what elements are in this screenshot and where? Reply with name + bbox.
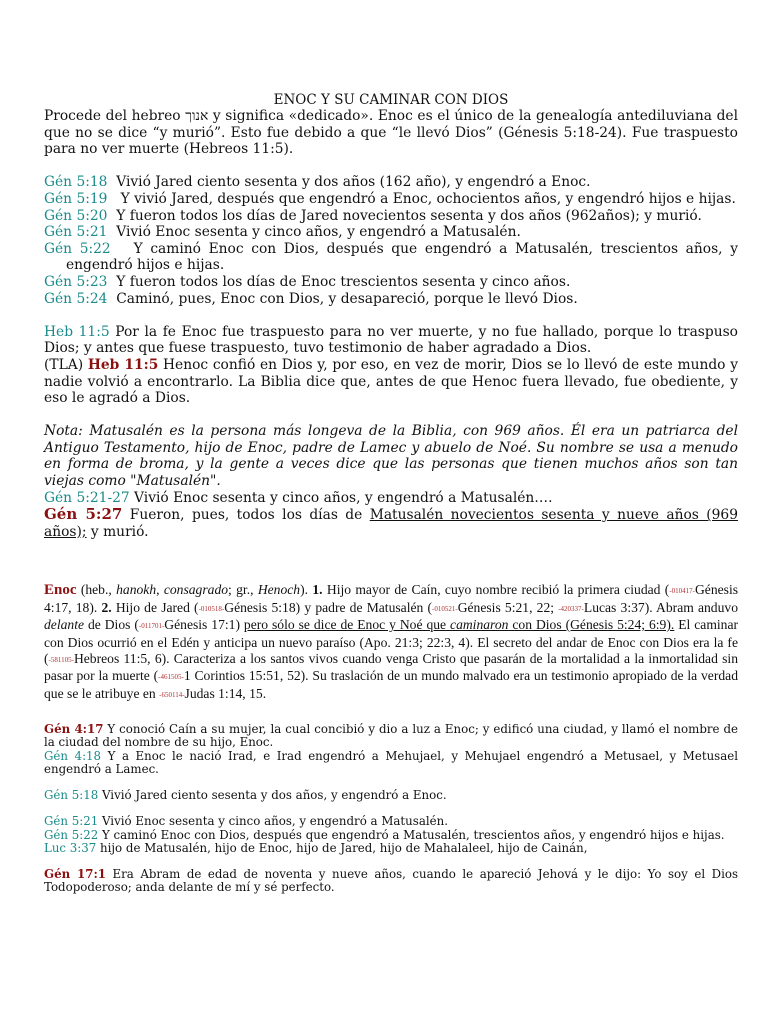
verse-ref-link[interactable]: Gén 5:18	[44, 174, 108, 191]
verse-text: y murió.	[86, 523, 149, 540]
verse-ref-link[interactable]: Gén 5:22	[44, 827, 99, 842]
lex-text: ,	[156, 582, 164, 598]
verse-row	[44, 208, 738, 225]
lex-italic: hanokh	[116, 582, 157, 598]
verse-ref-link[interactable]: Gén 4:17	[44, 722, 104, 737]
lex-italic: consagrado	[163, 582, 229, 598]
ref-marker[interactable]: -650114-	[159, 690, 185, 699]
lex-text: con Dios (Génesis 5:24; 6:9).	[508, 617, 675, 633]
verse-ref-link[interactable]: Gén 5:18	[44, 788, 99, 803]
verse-ref-link[interactable]: Luc 3:37	[44, 840, 97, 855]
ref-marker[interactable]: -011701-	[138, 622, 165, 631]
verse-row	[44, 723, 738, 749]
underlined-text	[244, 617, 674, 632]
document-page	[44, 92, 738, 894]
intro-text-a: Procede del hebreo	[44, 108, 186, 124]
verse-row	[44, 274, 738, 291]
verse-ref-link[interactable]: Gén 5:27	[44, 505, 123, 524]
lex-number: 1.	[312, 582, 323, 598]
lex-text: El caminar con Dios ocurrió en el Edén y anticipa un nuevo paraíso (Apo. 21:3; 22:3, 4). El secreto del andar de Enoc con Dios era la fe (	[44, 617, 739, 667]
lex-text: Hebreos 11:5, 6). Caracteriza a los santos vivos cuando venga Cristo que pasarán de la mortalidad a la inmortalidad sin pasar por la muerte (	[44, 651, 738, 684]
lex-italic: delante	[44, 617, 85, 633]
verse-ref-link[interactable]: Gén 5:21-27	[44, 489, 130, 506]
lex-text: Judas 1:14, 15.	[184, 685, 267, 701]
lex-text: Lucas 3:37). Abram anduvo	[583, 599, 738, 615]
note-paragraph: Nota: Matusalén es la persona más longeva de la Biblia, con 969 años. Él era un patriarca del Antiguo Testamento, hijo de Enoc, padre de Lamec y abuelo de Noé. Su nombre se usa a menudo en forma de broma, y la gente a veces dice que las personas que tienen muchos años son tan viejas como "Matusalén".	[44, 423, 738, 490]
underlined-text: Matusalén novecientos sesenta y nueve años (969 años);	[44, 507, 738, 540]
lex-text: (heb.,	[76, 582, 117, 598]
verse-row	[44, 174, 738, 191]
verse-text: Y vivió Jared, después que engendró a Enoc, ochocientos años, y engendró hijos e hijas.	[116, 190, 736, 207]
document-title: ENOC Y SU CAMINAR CON DIOS	[273, 92, 509, 108]
verse-text: Y a Enoc le nació Irad, e Irad engendró a Mehujael, y Mehujael engendró a Metusael, y Metusael engendró a Lamec.	[44, 748, 739, 776]
lex-text: ).	[300, 582, 313, 598]
lex-text: de Dios (	[84, 617, 139, 633]
verse-row	[44, 291, 738, 308]
hebrews-verse	[44, 324, 738, 357]
verse-text: Era Abram de edad de noventa y nueve años, cuando le apareció Jehová y le dijo: Yo soy el Dios Todopoderoso; anda delante de mí y sé perfecto.	[44, 866, 739, 895]
ref-marker[interactable]: -010521-	[432, 604, 458, 613]
lex-text: ; gr.,	[228, 582, 258, 598]
verse-text: hijo de Matusalén, hijo de Enoc, hijo de Jared, hijo de Mahalaleel, hijo de Cainán,	[96, 840, 588, 855]
verse-text: Y caminó Enoc con Dios, después que engendró a Matusalén, trescientos años, y engendró hijos e hijas.	[66, 240, 738, 274]
verse-ref-link[interactable]: Heb 11:5	[44, 323, 110, 340]
verse-row	[44, 506, 738, 540]
verse-text: Y fueron todos los días de Jared novecientos sesenta y dos años (962años); y murió.	[116, 207, 702, 224]
verse-ref-link[interactable]: Heb 11:5	[87, 356, 159, 373]
verse-ref-link[interactable]: Gén 5:21	[44, 814, 99, 829]
verse-text: Caminó, pues, Enoc con Dios, y desapareció, porque le llevó Dios.	[116, 290, 578, 307]
verse-row	[44, 789, 738, 802]
lexicon-entry	[44, 582, 738, 703]
verse-ref-link[interactable]: Gén 5:21	[44, 224, 108, 241]
verse-text: Y caminó Enoc con Dios, después que engendró a Matusalén, trescientos años, y engendró hijos e hijas.	[98, 827, 725, 842]
lex-text: Génesis 17:1)	[164, 617, 244, 633]
lex-text: Génesis 4:17, 18).	[44, 582, 739, 615]
ref-marker[interactable]: -010518-	[198, 604, 225, 613]
verse-row	[44, 224, 738, 241]
verse-ref-link[interactable]: Gén 4:18	[44, 748, 102, 763]
lex-text: Hijo de Jared (	[111, 599, 199, 615]
verse-row	[44, 750, 738, 776]
verse-ref-link[interactable]: Gén 5:24	[44, 290, 108, 307]
verse-ref-link[interactable]: Gén 5:19	[44, 190, 108, 207]
lex-number: 2.	[101, 599, 112, 615]
hebrew-word: אנוך	[185, 108, 209, 124]
verse-text: Y conoció Caín a su mujer, la cual concibió y dio a luz a Enoc; y edificó una ciudad, y llamó el nombre de la ciudad del nombre de su hijo, Enoc.	[44, 722, 738, 750]
verse-text: Por la fe Enoc fue traspuesto para no ver muerte, y no fue hallado, porque lo traspuso Dios; y antes que fuese traspuesto, tuvo testimonio de haber agradado a Dios.	[44, 323, 738, 357]
verse-ref-link[interactable]: Gén 5:22	[44, 240, 111, 257]
verse-row	[44, 191, 738, 208]
lex-italic: Henoch	[257, 582, 301, 598]
verse-text: Vivió Enoc sesenta y cinco años, y engendró a Matusalén.	[116, 224, 521, 241]
lex-text: Hijo mayor de Caín, cuyo nombre recibió la primera ciudad (	[322, 582, 670, 598]
verse-text: Vivió Enoc sesenta y cinco años, y engendró a Matusalén.	[98, 814, 448, 829]
intro-paragraph	[44, 108, 738, 158]
ref-marker[interactable]: -581105-	[48, 656, 74, 665]
ref-marker[interactable]: -010417-	[669, 587, 695, 596]
verse-row	[44, 842, 738, 855]
lexicon-headword: Enoc	[44, 582, 77, 599]
verse-row	[44, 490, 738, 507]
verse-text: Vivió Jared ciento sesenta y dos años, y engendró a Enoc.	[98, 788, 447, 803]
lex-italic: caminaron	[450, 617, 509, 633]
version-label: (TLA)	[44, 356, 88, 373]
lex-text: pero sólo se dice de Enoc y Noé que	[243, 617, 451, 633]
verse-ref-link[interactable]: Gén 17:1	[44, 866, 107, 881]
lex-text: Génesis 5:21, 22;	[457, 599, 559, 615]
hebrews-tla-verse	[44, 357, 738, 407]
verse-text: Fueron, pues, todos los días de	[122, 507, 370, 524]
ref-marker[interactable]: -461505-	[158, 673, 184, 682]
lex-text: Génesis 5:18) y padre de Matusalén (	[224, 599, 433, 615]
lex-text: 1 Corintios 15:51, 52). Su traslación de un mundo malvado era un testimonio apropiado de la verdad que se le atribuye en	[44, 668, 738, 701]
verse-ref-link[interactable]: Gén 5:23	[44, 273, 108, 290]
verse-row	[44, 241, 738, 274]
verse-list	[44, 174, 738, 307]
intro-text-b: y significa «dedicado». Enoc es el único de la genealogía antediluviana del que no se dice “y murió”. Esto fue debido a que “le llevó Dios” (Génesis 5:18-24). Fue traspuesto para no ver muerte (Hebreos 11:5).	[44, 108, 739, 158]
verse-text: Vivió Jared ciento sesenta y dos años (162 año), y engendró a Enoc.	[116, 174, 591, 191]
ref-marker[interactable]: -420337-	[558, 604, 584, 613]
verse-ref-link[interactable]: Gén 5:20	[44, 207, 108, 224]
verse-row	[44, 868, 738, 894]
verse-text: Vivió Enoc sesenta y cinco años, y engendró a Matusalén….	[129, 489, 553, 506]
verse-text: Y fueron todos los días de Enoc trescientos sesenta y cinco años.	[116, 273, 571, 290]
verse-text: Henoc confió en Dios y, por eso, en vez de morir, Dios se lo llevó de este mundo y nadie volvió a encontrarlo. La Biblia dice que, antes de que Henoc fuera llevado, fue obediente, y eso le agradó a Dios.	[44, 356, 738, 407]
